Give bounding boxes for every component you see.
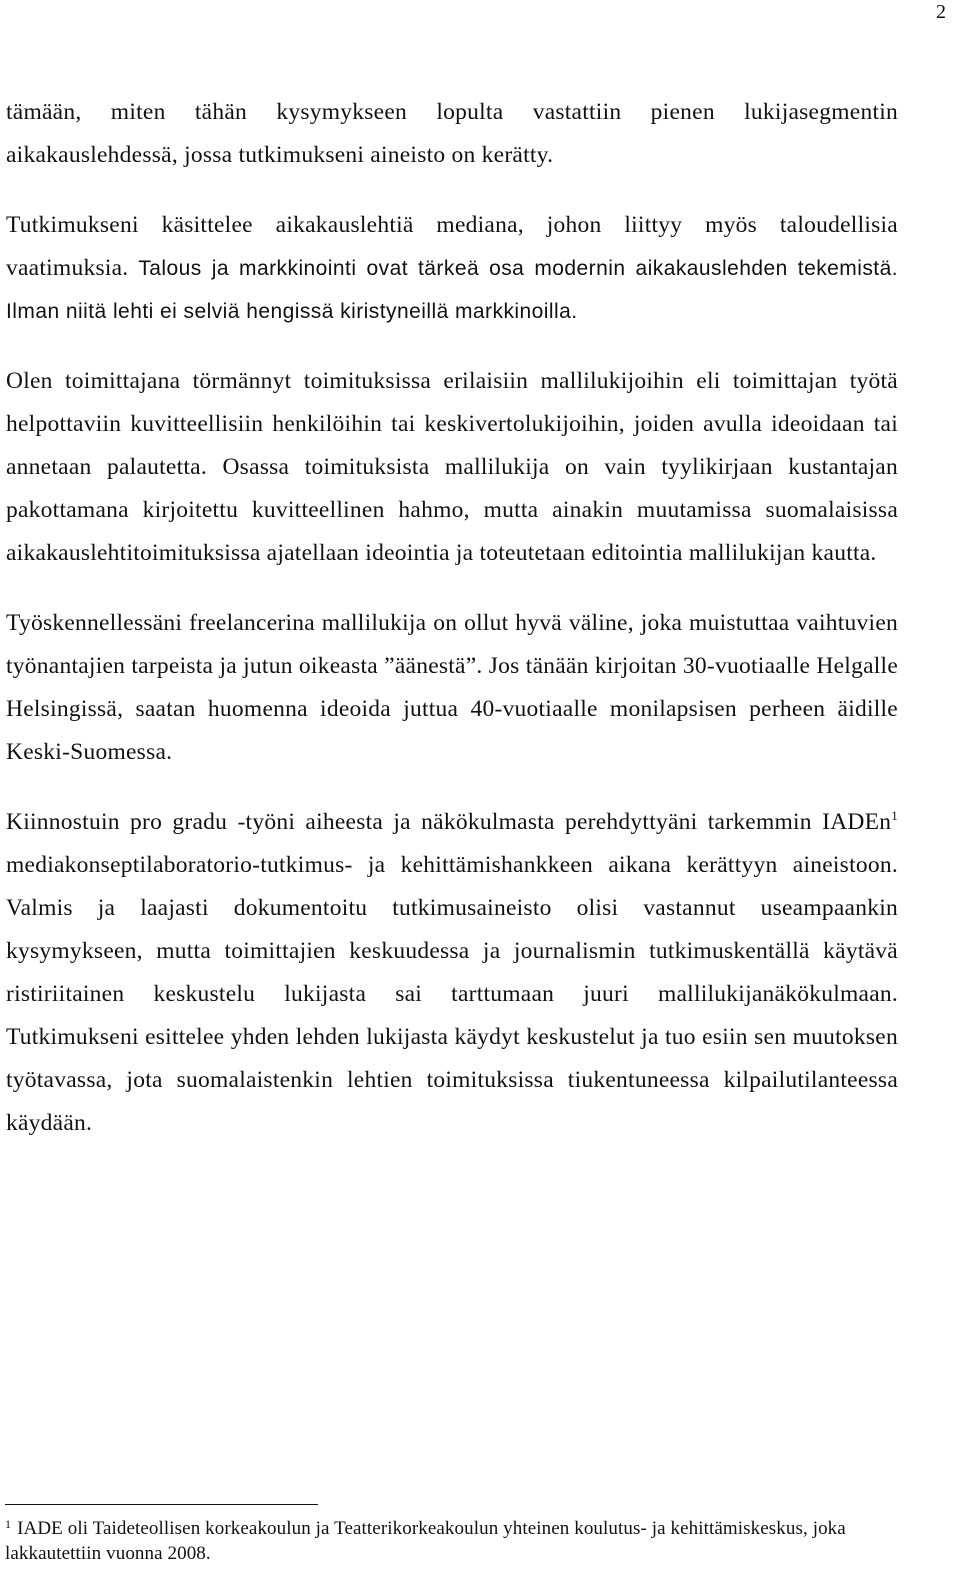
paragraph-2-sans-text: Talous ja markkinointi ovat tärkeä osa modernin aikakauslehden tekemistä. Ilman niitä lehti ei selviä hengissä kiristyneillä markkinoilla. (6, 257, 899, 323)
page-number: 2 (936, 1, 946, 23)
footnote-marker: 1 (5, 1517, 12, 1531)
paragraph-1: tämään, miten tähän kysymykseen lopulta vastattiin pienen lukijasegmentin aikakauslehdessä, jossa tutkimukseni aineisto on kerätty. (6, 99, 898, 168)
paragraph-2 (6, 204, 898, 333)
paragraph-2-serif-text: Tutkimukseni käsittelee aikakauslehtiä mediana, johon liittyy myös taloudellisia vaatimuksia. (6, 212, 898, 281)
body-text (6, 91, 898, 1145)
paragraph-4: Työskennellessäni freelancerina mallilukija on ollut hyvä väline, joka muistuttaa vaihtuvien työnantajien tarpeista ja jutun oikeasta ”äänestä”. Jos tänään kirjoitan 30-vuotiaalle Helgalle Helsingissä, saatan huomenna ideoida juttua 40-vuotiaalle monilapsisen perheen äidille Keski-Suomessa. (6, 610, 898, 765)
footnote (5, 1516, 893, 1566)
paragraph-5 (6, 801, 898, 1145)
paragraph-5-text-start: Kiinnostuin pro gradu -työni aiheesta ja näkökulmasta perehdyttyäni tarkemmin IADEn (6, 809, 892, 835)
paragraph-5-text-end: mediakonseptilaboratorio-tutkimus- ja kehittämishankkeen aikana kerättyyn aineistoon. Valmis ja laajasti dokumentoitu tutkimusaineisto olisi vastannut useampaankin kysymykseen, mutta toimittajien keskuudessa ja journalismin tutkimuskentällä käytävä ristiriitainen keskustelu lukijasta sai tarttumaan juuri mallilukijanäkökulmaan. Tutkimukseni esittelee yhden lehden lukijasta käydyt keskustelut ja tuo esiin sen muutoksen työtavassa, jota suomalaistenkin lehtien toimituksissa tiukentuneessa kilpailutilanteessa käydään. (6, 852, 898, 1136)
paragraph-3: Olen toimittajana törmännyt toimituksissa erilaisiin mallilukijoihin eli toimittajan työtä helpottaviin kuvitteellisiin henkilöihin tai keskivertolukijoihin, joiden avulla ideoidaan tai annetaan palautetta. Osassa toimituksista mallilukija on vain tyylikirjaan kustantajan pakottamana kirjoitettu kuvitteellinen hahmo, mutta ainakin muutamissa suomalaisissa aikakauslehtitoimituksissa ajatellaan ideointia ja toteutetaan editointia mallilukijan kautta. (6, 368, 898, 566)
footnote-text: IADE oli Taideteollisen korkeakoulun ja Teatterikorkeakoulun yhteinen koulutus- ja kehittämiskeskus, joka lakkautettiin vuonna 2008. (5, 1518, 846, 1564)
footnote-reference: 1 (891, 808, 898, 824)
footnote-separator (5, 1504, 318, 1505)
